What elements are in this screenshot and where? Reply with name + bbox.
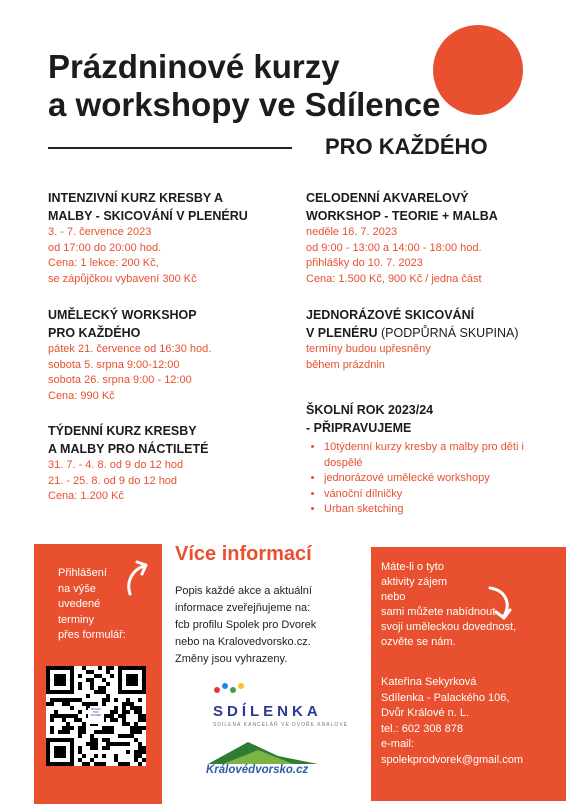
list-item: • vánoční dílničky — [324, 487, 556, 503]
course-detail: 3. - 7. července 2023 — [48, 226, 152, 238]
course-detail: termíny budou upřesněny — [306, 343, 431, 355]
list-item: • 10týdenní kurzy kresby a malby pro děti i dospělé — [324, 440, 556, 471]
page-title — [48, 48, 528, 124]
contact-text: Kateřina Sekyrková Sdílenka - Palackého 106, Dvůr Králové n. L. tel.: 602 308 878 e-mail: spolekprodvorek@gmail.com — [381, 675, 565, 768]
course-heading: TÝDENNÍ KURZ KRESBY A MALBY PRO NÁCTILETÉ — [48, 424, 209, 456]
title-line-1: Prázdninové kurzy — [48, 48, 340, 85]
list-item: • jednorázové umělecké workshopy — [324, 471, 556, 487]
more-info-heading: Více informací — [175, 543, 312, 565]
course-detail: sobota 26. srpna 9:00 - 12:00 — [48, 374, 192, 386]
email-link[interactable]: spolekprodvorek@gmail.com — [381, 753, 524, 766]
signup-text: Přihlášení na výše uvedené terminy přes formulář: — [58, 567, 126, 641]
course-detail: sobota 5. srpna 9:00-12:00 — [48, 358, 180, 371]
sdilenka-logo-dots — [213, 681, 253, 695]
sdilenka-logo: SDÍLENKA — [213, 703, 322, 720]
course-skolni-rok — [306, 401, 556, 518]
offer-text: Máte-li o tyto aktivity zájem nebo sami můžete nabídnout svoji uměleckou dovednost, ozvěte se nám. — [381, 561, 517, 648]
sdilenka-logo-sub: SDÍLENÁ KANCELÁŘ VE DVOŘE KRÁLOVÉ — [213, 722, 348, 728]
subtitle: PRO KAŽDÉHO — [325, 134, 488, 159]
course-intenzivni — [48, 189, 288, 287]
qr-code[interactable] — [46, 666, 146, 766]
list-item: • Urban sketching — [324, 502, 556, 518]
course-detail: Cena: 1.200 Kč — [48, 490, 124, 502]
course-heading: ŠKOLNÍ ROK 2023/24 - PŘIPRAVUJEME — [306, 403, 434, 435]
course-heading: CELODENNÍ AKVARELOVÝ WORKSHOP - TEORIE + MALBA — [306, 191, 498, 223]
course-detail: se zápůjčkou vybavení 300 Kč — [48, 272, 197, 285]
course-detail: neděle 16. 7. 2023 — [306, 226, 398, 238]
course-detail: Cena: 1 lekce: 200 Kč, — [48, 257, 159, 269]
course-detail: od 9:00 - 13:00 a 14:00 - 18:00 hod. — [306, 241, 482, 254]
upcoming-list — [306, 440, 556, 518]
course-detail: Cena: 990 Kč — [48, 389, 115, 402]
course-detail: pátek 21. července od 16:30 hod. — [48, 343, 212, 355]
course-tydenni — [48, 422, 288, 505]
course-umelecky — [48, 306, 288, 404]
course-detail: 21. - 25. 8. od 9 do 12 hod — [48, 474, 178, 487]
title-line-2: a workshopy ve Sdílence — [48, 86, 441, 123]
course-heading: JEDNORÁZOVÉ SKICOVÁNÍ V PLENÉRU (PODPŮRNÁ SKUPINA) — [306, 308, 519, 340]
course-detail: od 17:00 do 20:00 hod. — [48, 241, 162, 254]
course-skicovani — [306, 306, 556, 373]
qr-label: SPOLEK PRO DVOREK — [88, 708, 104, 724]
course-detail: Cena: 1.500 Kč, 900 Kč / jedna část — [306, 272, 482, 285]
course-heading: INTENZIVNÍ KURZ KRESBY A MALBY - SKICOVÁNÍ V PLENÉRU — [48, 191, 248, 223]
more-info-text: Popis každé akce a aktuální informace zveřejňujeme na: fcb profilu Spolek pro Dvorek nebo na Kralovedvorsko.cz. Změny jsou vyhrazeny. — [175, 585, 317, 665]
kralovedvorsko-text: Královédvorsko.cz — [206, 764, 309, 776]
course-heading: UMĚLECKÝ WORKSHOP PRO KAŽDÉHO — [48, 308, 197, 340]
course-detail: přihlášky do 10. 7. 2023 — [306, 257, 423, 269]
course-akvarel — [306, 189, 556, 287]
course-detail: 31. 7. - 4. 8. od 9 do 12 hod — [48, 459, 184, 471]
divider — [48, 147, 292, 149]
course-detail: během prázdnin — [306, 358, 385, 371]
